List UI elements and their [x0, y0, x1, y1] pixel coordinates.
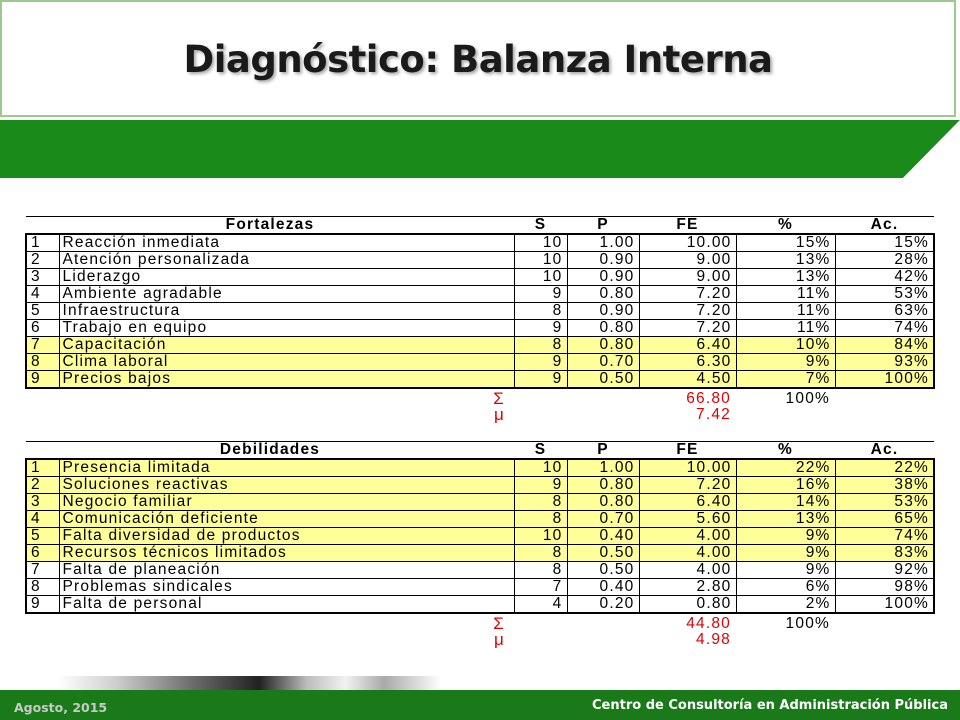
fortalezas-row-s: 8 [514, 337, 567, 354]
debilidades-row-pct: 16% [736, 477, 835, 494]
debilidades-sum-value: 44.80 [686, 615, 731, 632]
debilidades-sum-row [25, 616, 933, 632]
fortalezas-row-pct: 9% [736, 354, 835, 371]
mean-symbol: μ [494, 630, 505, 649]
debilidades-row-pct: 2% [736, 596, 835, 614]
fortalezas-row [26, 286, 934, 303]
debilidades-row-pct: 14% [736, 494, 835, 511]
debilidades-row-fe: 6.40 [639, 494, 736, 511]
debilidades-row-ac: 98% [835, 579, 934, 596]
debilidades-row-p: 0.20 [567, 596, 639, 614]
fortalezas-row-s: 10 [514, 234, 567, 252]
fortalezas-row-name: Clima laboral [59, 354, 514, 371]
fortalezas-table [25, 216, 935, 389]
debilidades-row [26, 528, 934, 545]
debilidades-row-s: 9 [514, 477, 567, 494]
debilidades-mean-row [25, 632, 933, 648]
debilidades-row-s: 8 [514, 511, 567, 528]
debilidades-row-name: Problemas sindicales [59, 579, 514, 596]
fortalezas-row-p: 0.80 [567, 337, 639, 354]
debilidades-header-fe: FE [639, 442, 736, 460]
footer-gradient-strip [0, 676, 960, 690]
debilidades-row-ac: 53% [835, 494, 934, 511]
fortalezas-row-ac: 15% [835, 234, 934, 252]
fortalezas-row [26, 337, 934, 354]
fortalezas-row-fe: 6.30 [639, 354, 736, 371]
fortalezas-header-fe: FE [639, 217, 736, 235]
fortalezas-row-p: 0.90 [567, 252, 639, 269]
debilidades-row-number: 3 [26, 494, 59, 511]
debilidades-row-name: Negocio familiar [59, 494, 514, 511]
debilidades-row [26, 545, 934, 562]
debilidades-row-s: 7 [514, 579, 567, 596]
debilidades-sum-pct: 100% [785, 615, 830, 632]
debilidades-row-p: 0.40 [567, 528, 639, 545]
debilidades-summary [25, 616, 933, 648]
debilidades-row [26, 511, 934, 528]
fortalezas-row-number: 9 [26, 371, 59, 389]
fortalezas-header-p: P [567, 217, 639, 235]
debilidades-row-pct: 9% [736, 545, 835, 562]
fortalezas-row-fe: 9.00 [639, 252, 736, 269]
debilidades-row-p: 0.50 [567, 562, 639, 579]
mean-symbol: μ [494, 405, 505, 424]
debilidades-row-fe: 4.00 [639, 562, 736, 579]
debilidades-row-s: 10 [514, 459, 567, 477]
fortalezas-row-fe: 4.50 [639, 371, 736, 389]
debilidades-row-ac: 83% [835, 545, 934, 562]
fortalezas-row-number: 8 [26, 354, 59, 371]
fortalezas-header-ac: Ac. [835, 217, 934, 235]
debilidades-row-fe: 2.80 [639, 579, 736, 596]
fortalezas-row-ac: 100% [835, 371, 934, 389]
fortalezas-row-name: Liderazgo [59, 269, 514, 286]
debilidades-row [26, 579, 934, 596]
debilidades-row-fe: 10.00 [639, 459, 736, 477]
fortalezas-row-pct: 13% [736, 269, 835, 286]
fortalezas-row-ac: 42% [835, 269, 934, 286]
fortalezas-row [26, 234, 934, 252]
fortalezas-row-s: 9 [514, 354, 567, 371]
debilidades-row-fe: 4.00 [639, 545, 736, 562]
debilidades-row-ac: 74% [835, 528, 934, 545]
fortalezas-row-s: 8 [514, 303, 567, 320]
debilidades-row-s: 8 [514, 494, 567, 511]
fortalezas-row-ac: 93% [835, 354, 934, 371]
fortalezas-row [26, 320, 934, 337]
debilidades-row-name: Comunicación deficiente [59, 511, 514, 528]
sum-symbol: Σ [493, 614, 505, 633]
fortalezas-header-s: S [514, 217, 567, 235]
debilidades-row-ac: 22% [835, 459, 934, 477]
debilidades-row-pct: 9% [736, 528, 835, 545]
fortalezas-row [26, 354, 934, 371]
fortalezas-row-number: 7 [26, 337, 59, 354]
fortalezas-mean-row [25, 407, 933, 423]
debilidades-row [26, 596, 934, 614]
debilidades-row-name: Falta de planeación [59, 562, 514, 579]
fortalezas-row-s: 9 [514, 320, 567, 337]
fortalezas-row-fe: 9.00 [639, 269, 736, 286]
fortalezas-row-pct: 10% [736, 337, 835, 354]
fortalezas-row-s: 9 [514, 371, 567, 389]
debilidades-row-ac: 100% [835, 596, 934, 614]
debilidades-row-number: 8 [26, 579, 59, 596]
fortalezas-sum-value: 66.80 [686, 390, 731, 407]
fortalezas-row-pct: 13% [736, 252, 835, 269]
fortalezas-row [26, 371, 934, 389]
fortalezas-row-name: Trabajo en equipo [59, 320, 514, 337]
green-header-band [0, 120, 960, 178]
debilidades-row-ac: 38% [835, 477, 934, 494]
debilidades-row-pct: 22% [736, 459, 835, 477]
fortalezas-sum-pct: 100% [785, 390, 830, 407]
fortalezas-header-row [26, 217, 934, 235]
fortalezas-header-pct: % [736, 217, 835, 235]
fortalezas-row-ac: 53% [835, 286, 934, 303]
fortalezas-row [26, 303, 934, 320]
debilidades-row-fe: 5.60 [639, 511, 736, 528]
debilidades-mean-value: 4.98 [696, 631, 731, 648]
fortalezas-row-number: 3 [26, 269, 59, 286]
debilidades-row-pct: 9% [736, 562, 835, 579]
debilidades-row-name: Falta diversidad de productos [59, 528, 514, 545]
debilidades-header-p: P [567, 442, 639, 460]
fortalezas-row [26, 252, 934, 269]
debilidades-row-number: 7 [26, 562, 59, 579]
fortalezas-sum-row [25, 391, 933, 407]
debilidades-header-s: S [514, 442, 567, 460]
fortalezas-row-fe: 7.20 [639, 286, 736, 303]
fortalezas-row-pct: 15% [736, 234, 835, 252]
debilidades-row-p: 0.80 [567, 477, 639, 494]
fortalezas-row-ac: 84% [835, 337, 934, 354]
debilidades-row-fe: 0.80 [639, 596, 736, 614]
debilidades-row-p: 0.40 [567, 579, 639, 596]
debilidades-row [26, 477, 934, 494]
sum-symbol: Σ [493, 389, 505, 408]
fortalezas-row-pct: 11% [736, 286, 835, 303]
debilidades-row-number: 9 [26, 596, 59, 614]
fortalezas-row-p: 0.70 [567, 354, 639, 371]
fortalezas-row-ac: 63% [835, 303, 934, 320]
fortalezas-row-name: Atención personalizada [59, 252, 514, 269]
fortalezas-row-ac: 74% [835, 320, 934, 337]
fortalezas-row-p: 1.00 [567, 234, 639, 252]
debilidades-row-fe: 4.00 [639, 528, 736, 545]
fortalezas-row-number: 1 [26, 234, 59, 252]
debilidades-header-ac: Ac. [835, 442, 934, 460]
debilidades-row-p: 0.70 [567, 511, 639, 528]
debilidades-row-number: 2 [26, 477, 59, 494]
fortalezas-row-p: 0.90 [567, 303, 639, 320]
fortalezas-row-name: Precios bajos [59, 371, 514, 389]
debilidades-row-number: 6 [26, 545, 59, 562]
debilidades-row-pct: 13% [736, 511, 835, 528]
fortalezas-row-s: 10 [514, 269, 567, 286]
debilidades-row-name: Falta de personal [59, 596, 514, 614]
debilidades-row-number: 4 [26, 511, 59, 528]
debilidades-row [26, 459, 934, 477]
footer-date: Agosto, 2015 [14, 700, 108, 715]
debilidades-row-pct: 6% [736, 579, 835, 596]
debilidades-row-s: 8 [514, 562, 567, 579]
debilidades-row-number: 5 [26, 528, 59, 545]
fortalezas-row-ac: 28% [835, 252, 934, 269]
fortalezas-row-fe: 10.00 [639, 234, 736, 252]
debilidades-row-p: 0.50 [567, 545, 639, 562]
fortalezas-row-name: Ambiente agradable [59, 286, 514, 303]
fortalezas-row-p: 0.90 [567, 269, 639, 286]
fortalezas-row-name: Infraestructura [59, 303, 514, 320]
fortalezas-row-pct: 11% [736, 320, 835, 337]
debilidades-header-row [26, 442, 934, 460]
debilidades-row [26, 494, 934, 511]
fortalezas-row [26, 269, 934, 286]
debilidades-header-title: Debilidades [26, 442, 514, 460]
fortalezas-row-pct: 11% [736, 303, 835, 320]
fortalezas-row-name: Capacitación [59, 337, 514, 354]
fortalezas-row-name: Reacción inmediata [59, 234, 514, 252]
fortalezas-row-number: 6 [26, 320, 59, 337]
debilidades-header-pct: % [736, 442, 835, 460]
debilidades-row-p: 0.80 [567, 494, 639, 511]
fortalezas-row-fe: 6.40 [639, 337, 736, 354]
fortalezas-row-s: 10 [514, 252, 567, 269]
debilidades-row-ac: 65% [835, 511, 934, 528]
slide-title: Diagnóstico: Balanza Interna [183, 38, 773, 81]
fortalezas-mean-value: 7.42 [696, 406, 731, 423]
debilidades-row-s: 10 [514, 528, 567, 545]
footer-organization: Centro de Consultoría en Administración Pública [592, 698, 948, 713]
debilidades-row-s: 4 [514, 596, 567, 614]
fortalezas-row-p: 0.50 [567, 371, 639, 389]
fortalezas-row-fe: 7.20 [639, 320, 736, 337]
fortalezas-row-number: 2 [26, 252, 59, 269]
fortalezas-row-number: 4 [26, 286, 59, 303]
fortalezas-summary [25, 391, 933, 423]
fortalezas-row-number: 5 [26, 303, 59, 320]
fortalezas-header-title: Fortalezas [26, 217, 514, 235]
debilidades-row-s: 8 [514, 545, 567, 562]
debilidades-row-name: Presencia limitada [59, 459, 514, 477]
debilidades-row [26, 562, 934, 579]
fortalezas-row-p: 0.80 [567, 320, 639, 337]
debilidades-row-name: Recursos técnicos limitados [59, 545, 514, 562]
fortalezas-row-p: 0.80 [567, 286, 639, 303]
debilidades-row-name: Soluciones reactivas [59, 477, 514, 494]
debilidades-row-fe: 7.20 [639, 477, 736, 494]
debilidades-row-ac: 92% [835, 562, 934, 579]
debilidades-table [25, 441, 935, 614]
fortalezas-row-s: 9 [514, 286, 567, 303]
fortalezas-row-fe: 7.20 [639, 303, 736, 320]
fortalezas-row-pct: 7% [736, 371, 835, 389]
debilidades-row-number: 1 [26, 459, 59, 477]
debilidades-row-p: 1.00 [567, 459, 639, 477]
